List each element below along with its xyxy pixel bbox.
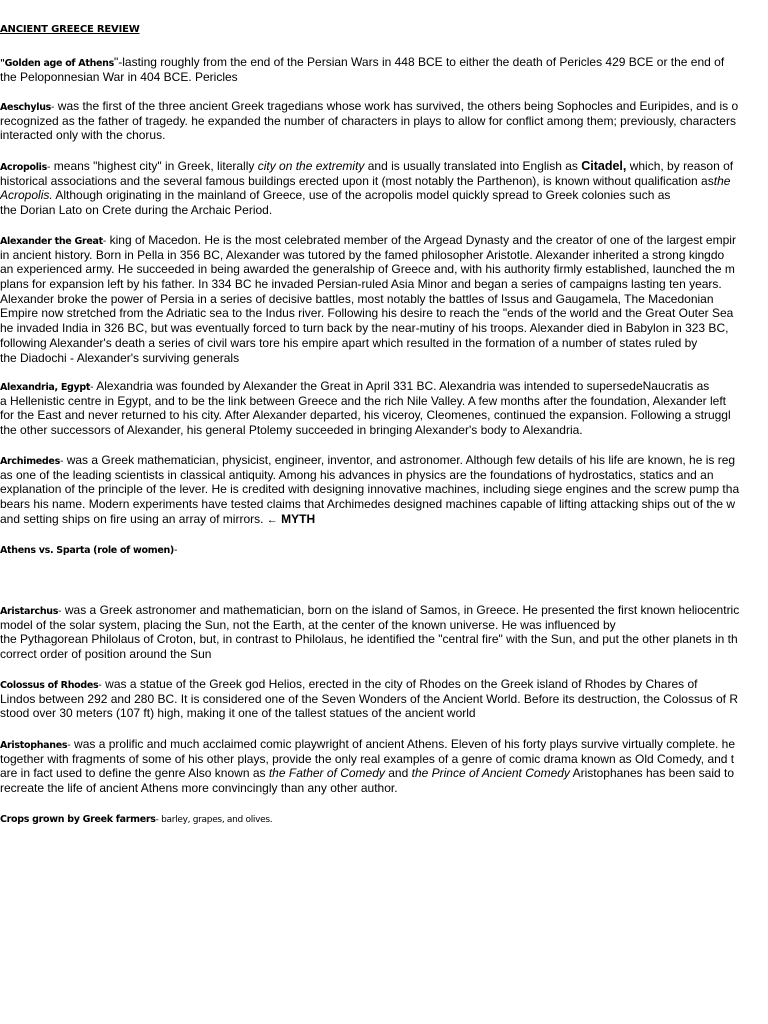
entry-text: king of Macedon. He is the most celebrated member of the Argead Dynasty and the creator of one of the largest empir [106, 233, 736, 247]
entry-text: was a Greek astronomer and mathematician, born on the island of Samos, in Greece. He presented the first known heliocentric [61, 603, 740, 617]
entry-alexander-the-great [0, 233, 768, 365]
entry-crops [0, 811, 768, 826]
entry-term: Archimedes [0, 456, 60, 467]
entry-line [0, 811, 768, 826]
entry-term: Aristophanes [0, 740, 68, 751]
entry-text: was a prolific and much acclaimed comic playwright of ancient Athens. Eleven of his forty plays survive virtually complete. he [70, 737, 736, 751]
entry-line [0, 99, 768, 114]
entry-line [0, 55, 768, 70]
page-title: ANCIENT GREECE REVIEW [0, 24, 140, 35]
entry-line: together with fragments of some of his other plays, provide the only real examples of a genre of comic drama known as Old Comedy, and t [0, 751, 735, 766]
term-dash: - [59, 456, 64, 467]
entry-text: was a statue of the Greek god Helios, erected in the city of Rhodes on the Greek island of Rhodes by Chares of [101, 677, 698, 691]
italic-text: city on the extremity [257, 159, 365, 173]
entry-line [0, 174, 768, 189]
entry-text: and setting ships on fire using an array of mirrors. [0, 511, 267, 526]
entry-term: Alexander the Great [0, 236, 103, 247]
term-dash: - [102, 236, 107, 247]
entry-line [0, 379, 768, 394]
entry-text: was a Greek mathematician, physicist, engineer, inventor, and astronomer. Although few details of his life are known, he is reg [63, 453, 736, 467]
entry-line: plans for expansion left by his father. In 334 BC he invaded Persian-ruled Asia Minor and began a series of campaigns lasting ten years. [0, 277, 722, 292]
entry-text: Aristophanes has been said to [569, 766, 735, 781]
entry-line: bears his name. Modern experiments have tested claims that Archimedes designed machines capable of lifting attacking ships out of the w [0, 497, 736, 512]
entry-alexandria-egypt [0, 379, 768, 438]
entry-line: a Hellenistic centre in Egypt, and to be the link between Greece and the rich Nile Valley. A few months after the foundation, Alexander left [0, 393, 726, 408]
entry-line: he invaded India in 326 BC, but was eventually forced to turn back by the near-mutiny of his troops. Alexander died in Babylon in 323 BC, [0, 321, 729, 336]
entry-text: and is usually translated into English as [364, 159, 582, 173]
entry-archimedes [0, 453, 768, 526]
entry-line: an experienced army. He succeeded in being awarded the generalship of Greece and, with his authority firmly established, launched the m [0, 262, 735, 277]
left-arrow-icon: ← [266, 513, 278, 526]
term-dash: - [58, 606, 62, 617]
entry-line: recognized as the father of tragedy. he expanded the number of characters in plays to allow for conflict among them; previously, characters [0, 113, 736, 128]
entry-term: Aristarchus [0, 606, 59, 617]
entry-text: - barley, grapes, and olives. [155, 815, 273, 825]
entry-line [0, 159, 768, 174]
entry-line [0, 766, 768, 781]
entry-term: Crops grown by Greek farmers [0, 814, 156, 825]
entry-line: for the East and never returned to his city. After Alexander departed, his viceroy, Cleomenes, continued the expansion. Following a struggl [0, 408, 731, 423]
italic-text: Acropolis. [0, 188, 53, 203]
myth-label: MYTH [277, 511, 316, 526]
entry-line [0, 512, 768, 527]
entry-acropolis [0, 159, 768, 218]
term-dash: - [98, 680, 102, 691]
term-dash: - [67, 740, 71, 751]
entry-line: interacted only with the chorus. [0, 128, 166, 143]
entry-line: recreate the life of ancient Athens more convincingly than any other author. [0, 781, 398, 796]
italic-text: the Father of Comedy [268, 766, 385, 781]
entry-line: in ancient history. Born in Pella in 356 BC, Alexander was tutored by the famed philosopher Aristotle. Alexander inherited a strong kingdo [0, 247, 725, 262]
italic-text: the Prince of Ancient Comedy [411, 766, 570, 781]
entry-line [0, 188, 768, 203]
entry-aristarchus [0, 603, 768, 662]
italic-text: the [713, 173, 731, 188]
entry-text: and [384, 766, 412, 781]
entry-text: was the first of the three ancient Greek tragedians whose work has survived, the others being Sophocles and Euripides, and is o [54, 99, 739, 113]
entry-term: Acropolis [0, 162, 47, 173]
entry-golden-age [0, 55, 768, 84]
entry-text: Alexandria was founded by Alexander the Great in April 331 BC. Alexandria was intended to supersedeNaucratis as [93, 379, 710, 393]
entry-text: historical associations and the several famous buildings erected upon it (most notably the Parthenon), is known without qualification as [0, 173, 714, 188]
entry-line: the Diadochi - Alexander's surviving generals [0, 350, 240, 365]
entry-line [0, 542, 768, 557]
entry-text: means "highest city" in Greek, literally [50, 159, 258, 173]
bold-text: Citadel, [581, 159, 627, 173]
entry-text: are in fact used to define the genre Also known as [0, 766, 269, 781]
entry-term: Colossus of Rhodes [0, 680, 99, 691]
entry-line [0, 603, 768, 618]
entry-aristophanes [0, 737, 768, 796]
entry-term: Alexandria, Egypt [0, 382, 91, 393]
entry-line: as one of the leading scientists in classical antiquity. Among his advances in physics are the foundations of hydrostatics, statics and an [0, 467, 714, 482]
entry-term: Aeschylus [0, 102, 52, 113]
entry-term: "Golden age of Athens [0, 58, 114, 69]
entry-line [0, 677, 768, 692]
entry-text: Although originating in the mainland of Greece, use of the acropolis model quickly spread to Greek colonies such as [52, 188, 671, 203]
entry-line: the Pythagorean Philolaus of Croton, but, in contrast to Philolaus, he identified the "central fire" with the Sun, and put the other planets in th [0, 632, 738, 647]
entry-line: following Alexander's death a series of civil wars tore his empire apart which resulted in the formation of a number of states ruled by [0, 335, 698, 350]
entry-line: correct order of position around the Sun [0, 647, 212, 662]
entry-line: the other successors of Alexander, his general Ptolemy succeeded in bringing Alexander's body to Alexandria. [0, 423, 583, 438]
entry-line: stood over 30 meters (107 ft) high, making it one of the tallest statues of the ancient world [0, 706, 476, 721]
term-dash: - [90, 382, 94, 393]
entry-line [0, 737, 768, 752]
entry-line: model of the solar system, placing the Sun, not the Earth, at the center of the known universe. He was influenced by [0, 617, 616, 632]
entry-colossus-of-rhodes [0, 677, 768, 721]
entry-text: "-lasting roughly from the end of the Persian Wars in 448 BCE to either the death of Pericles 429 BCE or the end of [114, 55, 725, 69]
term-dash: - [173, 545, 178, 556]
entry-line: Alexander broke the power of Persia in a series of decisive battles, most notably the battles of Issus and Gaugamela, The Macedonian [0, 291, 714, 306]
entry-line: Empire now stretched from the Adriatic sea to the Indus river. Following his desire to reach the "ends of the world and the Great Outer Sea [0, 306, 734, 321]
entry-line: the Dorian Lato on Crete during the Archaic Period. [0, 203, 273, 218]
entry-text: which, by reason of [626, 159, 734, 173]
term-dash: - [51, 102, 55, 113]
entry-line: the Peloponnesian War in 404 BCE. Pericles [0, 69, 238, 84]
term-dash: - [47, 162, 51, 173]
entry-line: Lindos between 292 and 280 BC. It is considered one of the Seven Wonders of the Ancient World. Before its destruction, the Colossus of R [0, 691, 738, 706]
entry-line [0, 453, 768, 468]
entry-athens-vs-sparta [0, 542, 768, 557]
entry-aeschylus [0, 99, 768, 143]
entry-line: explanation of the principle of the lever. He is credited with designing innovative machines, including siege engines and the screw pump tha [0, 482, 740, 497]
entry-line [0, 233, 768, 248]
entry-term: Athens vs. Sparta (role of women) [0, 545, 174, 556]
